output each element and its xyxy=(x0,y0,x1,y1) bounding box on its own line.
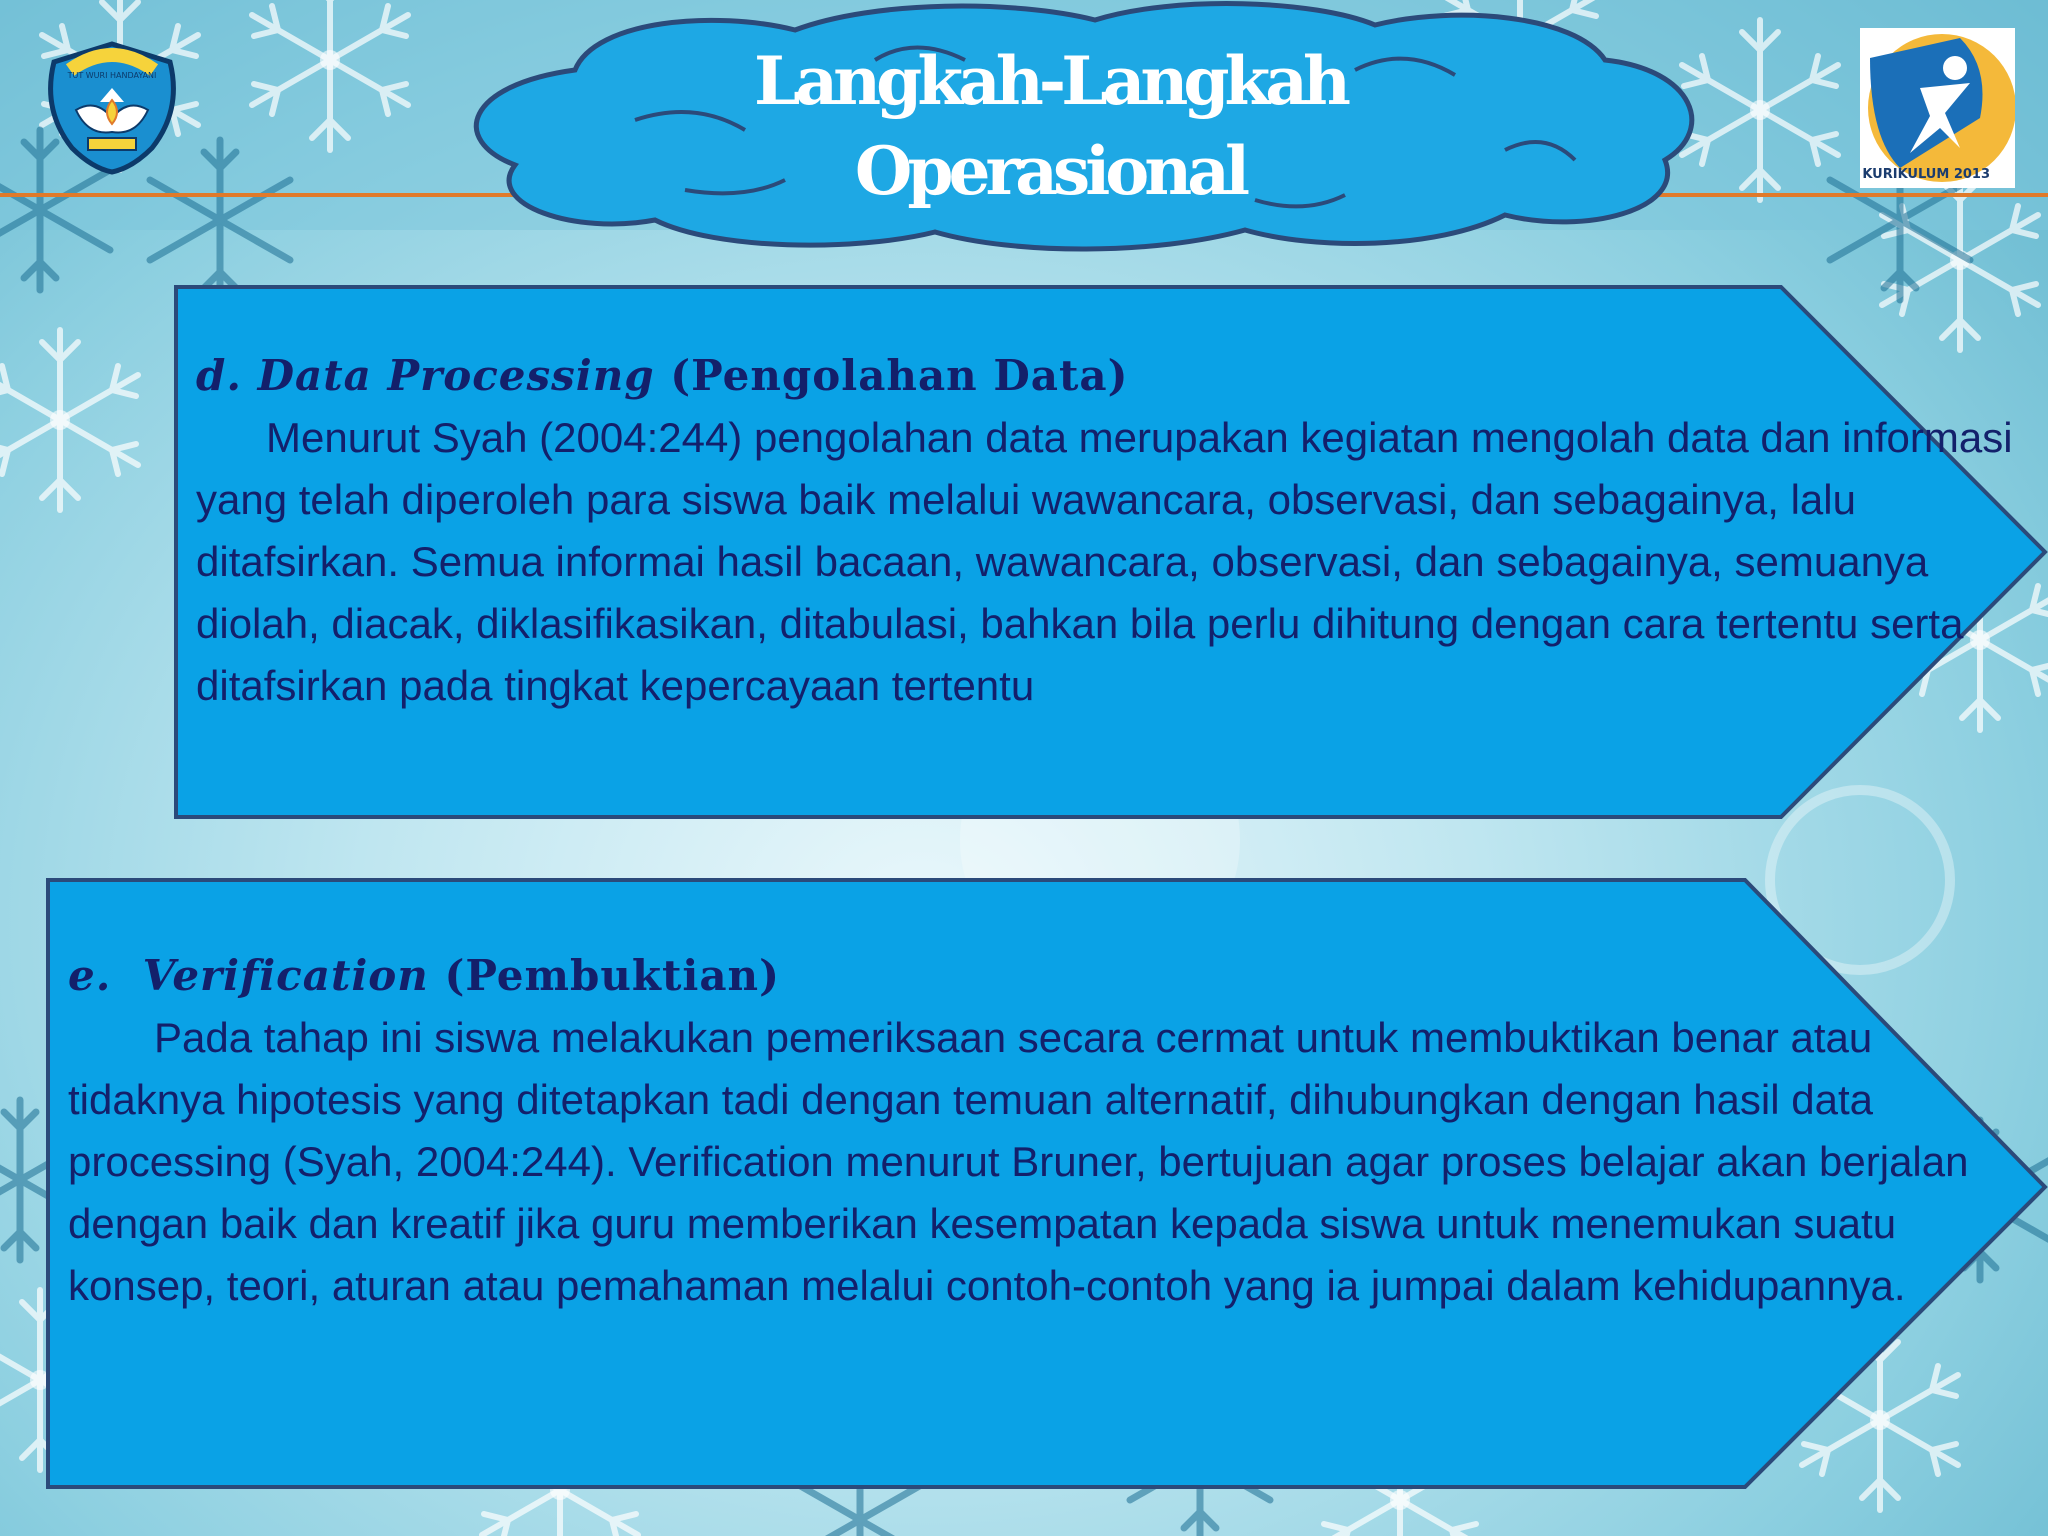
section-d-translation: (Pengolahan Data) xyxy=(670,351,1129,400)
title-line-1: Langkah-Langkah xyxy=(754,42,1346,120)
section-e-body: Pada tahap ini siswa melakukan pemeriksaan secara cermat untuk membuktikan benar atau tidaknya hipotesis yang ditetapkan tadi dengan temuan alternatif, dihubungkan dengan hasil data processing (Syah, 2004:244). Verification menurut Bruner, bertujuan agar proses belajar akan berjalan dengan baik dan kreatif jika guru memberikan kesempatan kepada siswa untuk menemukan suatu konsep, teori, aturan atau pemahaman melalui contoh-contoh yang ia jumpai dalam kehidupannya. xyxy=(68,1014,1969,1309)
logo-right-text: KURIKULUM 2013 xyxy=(1862,167,1990,182)
section-e-heading xyxy=(68,945,2028,1007)
section-d-label: d. xyxy=(196,351,242,400)
section-d-body: Menurut Syah (2004:244) pengolahan data merupakan kegiatan mengolah data dan informasi yang telah diperoleh para siswa baik melalui wawancara, observasi, dan sebagainya, lalu ditafsirkan. Semua informai hasil bacaan, wawancara, observasi, dan sebagainya, semuanya diolah, diacak, diklasifikasikan, ditabulasi, bahkan bila perlu dihitung dengan cara tertentu serta ditafsirkan pada tingkat kepercayaan tertentu xyxy=(196,414,2013,709)
section-e-term: Verification xyxy=(142,951,429,1000)
section-e-verification xyxy=(68,945,2028,1317)
section-d-heading xyxy=(196,345,2016,407)
section-e-label: e. xyxy=(68,951,112,1000)
section-d-data-processing xyxy=(196,345,2016,717)
title-line-2: Operasional xyxy=(854,132,1246,210)
section-e-translation: (Pembuktian) xyxy=(444,951,780,1000)
section-d-term: Data Processing xyxy=(257,351,655,400)
logo-left-text: TUT WURI HANDAYANI xyxy=(67,71,157,80)
